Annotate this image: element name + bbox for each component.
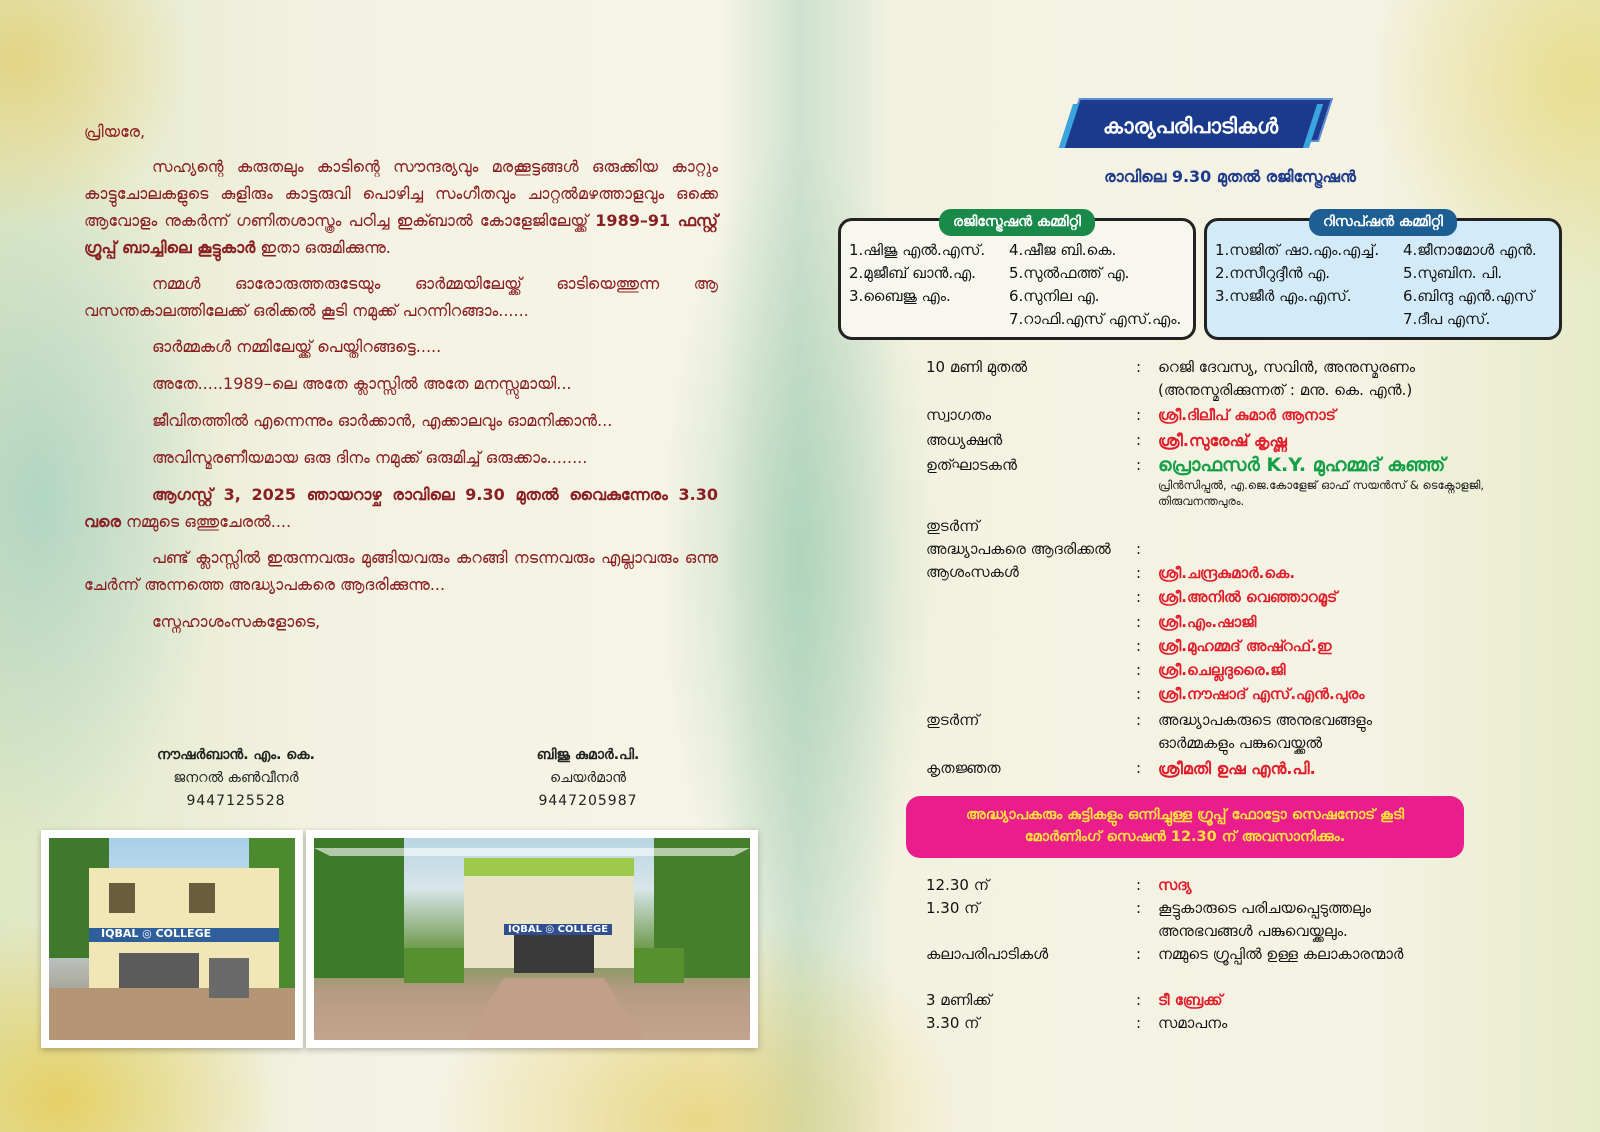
registration-committee-members: [849, 239, 1185, 331]
program-colon: :: [1136, 406, 1142, 424]
program-colon: :: [1136, 456, 1142, 474]
signatory-phone: 9447125528: [186, 793, 286, 809]
inaugurator-name: പ്രൊഫസർ K.Y. മുഹമ്മദ് കുഞ്ഞ്: [1158, 454, 1446, 476]
college-courtyard-illustration: [314, 838, 750, 1040]
letter-paragraph-3: ഓർമ്മകൾ നമ്മിലേയ്ക്ക് പെയ്തിറങ്ങട്ടെ.....: [152, 337, 442, 356]
program-colon: :: [1136, 710, 1142, 729]
letter-paragraph-5: ജീവിതത്തിൽ എന്നെന്നും ഓർക്കാൻ, എക്കാലവും ഓമനിക്കാൻ...: [152, 411, 613, 430]
program-label: 3 മണിക്ക്: [926, 991, 992, 1009]
signatory-role: ചെയർമാൻ: [549, 770, 626, 786]
program-value: ശ്രീ.സുരേഷ് കൃഷ്ണ: [1158, 431, 1287, 450]
program-row: [926, 897, 1486, 943]
program-colon: :: [1136, 685, 1142, 704]
committee-member: 3.ബൈജു എം.: [849, 287, 951, 305]
reception-committee: [1204, 214, 1562, 340]
program-row: [926, 515, 1486, 561]
letter-paragraph-7: [84, 481, 718, 535]
program-label-line2: അദ്ധ്യാപകരെ ആദരിക്കൽ: [926, 540, 1111, 558]
committee-member: 4.ഷീജ ബി.കെ.: [1009, 241, 1117, 259]
program-label: ആശംസകൾ: [926, 563, 1019, 581]
college-sign: IQBAL ◎ COLLEGE: [101, 927, 212, 940]
committee-member: 1.സജിത് ഷാ.എം.എച്ച്.: [1215, 241, 1380, 259]
registration-committee-title: രജിസ്ട്രേഷൻ കമ്മിറ്റി: [939, 209, 1095, 236]
para1-end: ഇതാ ഒരുമിക്കുന്നു.: [255, 238, 391, 257]
program-colon: :: [1136, 991, 1142, 1009]
committee-member: 2.നസീറുദ്ദീൻ എ.: [1215, 264, 1331, 282]
committee-member: 2.മുജീബ് ഖാൻ.എ.: [849, 264, 976, 282]
reception-committee-title: റിസപ്ഷൻ കമ്മിറ്റി: [1309, 209, 1457, 236]
program-colon: :: [1136, 431, 1142, 449]
felicitation-speaker: ശ്രീ.മുഹമ്മദ് അഷ്റഫ്.ഇ: [1158, 636, 1332, 655]
felicitation-speaker: ശ്രീ.ചന്ദ്രകുമാർ.കെ.: [1158, 564, 1296, 582]
committee-member: 7.ദീപ എസ്.: [1403, 310, 1491, 328]
program-colon: :: [1136, 758, 1142, 777]
program-title-banner: [1066, 104, 1328, 150]
program-colon: :: [1136, 899, 1142, 917]
committee-member: 6.സുനില എ.: [1009, 287, 1100, 305]
program-label: 1.30 ന്: [926, 899, 980, 917]
program-label: സ്വാഗതം: [926, 406, 992, 424]
letter-paragraph-2: നമ്മൾ ഓരോരുത്തരുടേയും ഓർമ്മയിലേയ്ക്ക് ഓടിയെത്തുന്ന ആ വസന്തകാലത്തിലേക്ക് ഒരിക്കൽ കൂടി നമുക്ക് പറന്നിറങ്ങാം......: [84, 274, 718, 320]
committee-member: 4.ജീനാമോൾ എൻ.: [1403, 241, 1537, 259]
committee-member: 5.സുൽഫത്ത് എ.: [1009, 264, 1130, 282]
program-row: [926, 874, 1486, 897]
program-colon: :: [1136, 612, 1142, 631]
program-colon: :: [1136, 1014, 1142, 1032]
program-label: 12.30 ന്: [926, 876, 989, 894]
program-colon: :: [1136, 636, 1142, 655]
photo-session-notice: [906, 796, 1464, 858]
program-row: [926, 989, 1486, 1012]
program-row: [926, 454, 1486, 509]
college-sign: IQBAL ◎ COLLEGE: [504, 924, 612, 935]
program-colon: :: [1136, 588, 1142, 607]
program-label: 10 മണി മുതൽ: [926, 358, 1028, 376]
program-label: കലാപരിപാടികൾ: [926, 945, 1049, 963]
program-row-felicitations: [926, 561, 1486, 707]
program-row: [926, 404, 1486, 427]
program-colon: :: [1136, 876, 1142, 894]
committee-member: 3.സജീർ എം.എസ്.: [1215, 287, 1352, 305]
program-value: കൂട്ടുകാരുടെ പരിചയപ്പെടുത്തലും: [1158, 899, 1372, 917]
reception-committee-members: [1215, 239, 1551, 331]
event-date-time: ആഗസ്റ്റ് 3, 2025 ഞായറാഴ്ച രാവിലെ 9.30 മുതൽ വൈകുന്നേരം 3.30 വരെ: [84, 485, 718, 531]
college-photo-1: [41, 830, 303, 1048]
program-value-line2: അനുഭവങ്ങൾ പങ്കുവെയ്ക്കലും.: [1158, 922, 1348, 940]
program-value: സദ്യ: [1158, 876, 1192, 894]
program-label: തുടർന്ന്: [926, 517, 980, 535]
inaugurator-designation: പ്രിൻസിപ്പൽ, എ.ജെ.കോളേജ് ഓഫ് സയൻസ് & ടെക്നോളജി, തിരുവനന്തപുരം.: [1158, 478, 1485, 508]
program-value-note: (അനുസ്മരിക്കുന്നത് : മനു. കെ. എൻ.): [1158, 381, 1413, 399]
para1-text: സഹ്യന്റെ കരുതലും കാടിന്റെ സൗന്ദര്യവും മരക്കൂട്ടങ്ങൾ ഒരുക്കിയ കാറ്റും കാട്ടുചോലകളുടെ കുളിരും കാട്ടരുവി പൊഴിച്ച സംഗീതവും ചാറ്റൽമഴത്താളവും ഒക്കെ ആവോളം നുകർന്ന് ഗണിതശാസ്ത്രം പഠിച്ച ഇക്ബാൽ കോളേജിലേയ്ക്ക്: [84, 157, 718, 230]
greeting: പ്രിയരേ,: [84, 122, 146, 141]
program-row: [926, 757, 1486, 780]
program-row: [926, 429, 1486, 452]
signatory-name: ബിജു കുമാർ.പി.: [536, 747, 640, 763]
committee-member: 5.സുബിന. പി.: [1403, 264, 1503, 282]
letter-paragraph-1: [84, 153, 718, 261]
program-value: ശ്രീമതി ഉഷ എൻ.പി.: [1158, 758, 1316, 778]
program-colon: :: [1136, 540, 1142, 558]
closing: സ്നേഹാശംസകളോടെ,: [152, 612, 321, 631]
program-row: [926, 943, 1486, 966]
morning-program: [926, 356, 1486, 780]
signatory-role: ജനറൽ കൺവീനർ: [173, 770, 299, 786]
batch-highlight: 1989–91 ഫസ്റ്റ് ഗ്രൂപ്പ് ബാച്ചിലെ കൂട്ടുകാർ: [84, 211, 718, 257]
photo-session-line1: അദ്ധ്യാപകരും കുട്ടികളും ഒന്നിച്ചുള്ള ഗ്രൂപ്പ് ഫോട്ടോ സെഷനോട് കൂടി: [966, 807, 1404, 823]
program-label: 3.30 ന്: [926, 1014, 980, 1032]
felicitation-speaker: ശ്രീ.അനിൽ വെഞ്ഞാറമൂട്: [1158, 588, 1338, 607]
afternoon-program: [926, 874, 1486, 1035]
program-label: ഉത്ഘാടകൻ: [926, 456, 1017, 474]
program-colon: :: [1136, 564, 1142, 582]
committee-member: [849, 308, 1005, 331]
committee-member: 1.ഷിജു എൽ.എസ്.: [849, 241, 986, 259]
program-colon: :: [1136, 945, 1142, 963]
college-photo-2: [306, 830, 758, 1048]
letter-paragraph-6: അവിസ്മരണീയമായ ഒരു ദിനം നമുക്ക് ഒരുമിച്ച് ഒരുക്കാം........: [152, 448, 588, 467]
para7-end: നമ്മുടെ ഒത്തുചേരൽ....: [120, 512, 292, 531]
photo-session-line2: മോർണിംഗ് സെഷൻ 12.30 ന് അവസാനിക്കും.: [1024, 829, 1346, 845]
signatory-chairman: [468, 744, 708, 813]
program-value: റെജി ദേവസ്യ, സവിൻ, അനുസ്മരണം: [1158, 358, 1416, 376]
program-value: നമ്മുടെ ഗ്രൂപ്പിൽ ഉള്ള കലാകാരന്മാർ: [1158, 945, 1404, 963]
letter-paragraph-8: പണ്ട് ക്ലാസ്സിൽ ഇരുന്നവരും മുങ്ങിയവരും കറങ്ങി നടന്നവരും എല്ലാവരും ഒന്നു ചേർന്ന് അന്നത്തെ അദ്ധ്യാപകരെ ആദരിക്കുന്നു...: [84, 548, 718, 594]
program-value: ടീ ബ്രേക്ക്: [1158, 991, 1223, 1009]
program-colon: :: [1136, 358, 1142, 376]
invitation-letter: [84, 118, 718, 635]
committee-member: [1215, 308, 1399, 331]
registration-time: രാവിലെ 9.30 മുതൽ രജിസ്ട്രേഷൻ: [1104, 167, 1356, 186]
program-colon: :: [1136, 661, 1142, 680]
program-value: അദ്ധ്യാപകരുടെ അനുഭവങ്ങളും: [1158, 710, 1373, 729]
signatory-name: നൗഷർബാൻ. എം. കെ.: [157, 747, 315, 763]
program-row: [926, 1012, 1486, 1035]
felicitation-speaker: ശ്രീ.നൗഷാദ് എസ്.എൻ.പുരം: [1158, 685, 1365, 704]
committee-member: 7.റാഫി.എസ് എസ്.എം.: [1009, 310, 1182, 328]
committee-member: 6.ബിന്ദു എൻ.എസ്: [1403, 287, 1535, 305]
program-row: [926, 356, 1486, 402]
program-title: കാര്യപരിപാടികൾ: [1103, 113, 1279, 138]
program-value: ശ്രീ.ദിലീപ് കുമാർ ആനാട്: [1158, 406, 1336, 424]
registration-committee: [838, 214, 1196, 340]
program-value: സമാപനം: [1158, 1014, 1228, 1032]
program-row: [926, 709, 1486, 755]
letter-paragraph-4: അതേ.....1989–ലെ അതേ ക്ലാസ്സിൽ അതേ മനസ്സുമായി...: [152, 374, 572, 393]
signatory-phone: 9447205987: [538, 793, 638, 809]
program-label: തുടർന്ന്: [926, 710, 980, 729]
signatory-convener: [116, 744, 356, 813]
program-value-line2: ഓർമ്മകളും പങ്കുവെയ്ക്കൽ: [1158, 733, 1323, 752]
felicitation-speaker: ശ്രീ.ചെല്ലദുരൈ.ജി: [1158, 661, 1286, 680]
program-label: അധ്യക്ഷൻ: [926, 431, 1003, 449]
felicitation-speaker: ശ്രീ.എം.ഷാജി: [1158, 612, 1257, 631]
program-label: കൃതജ്ഞത: [926, 758, 1001, 777]
